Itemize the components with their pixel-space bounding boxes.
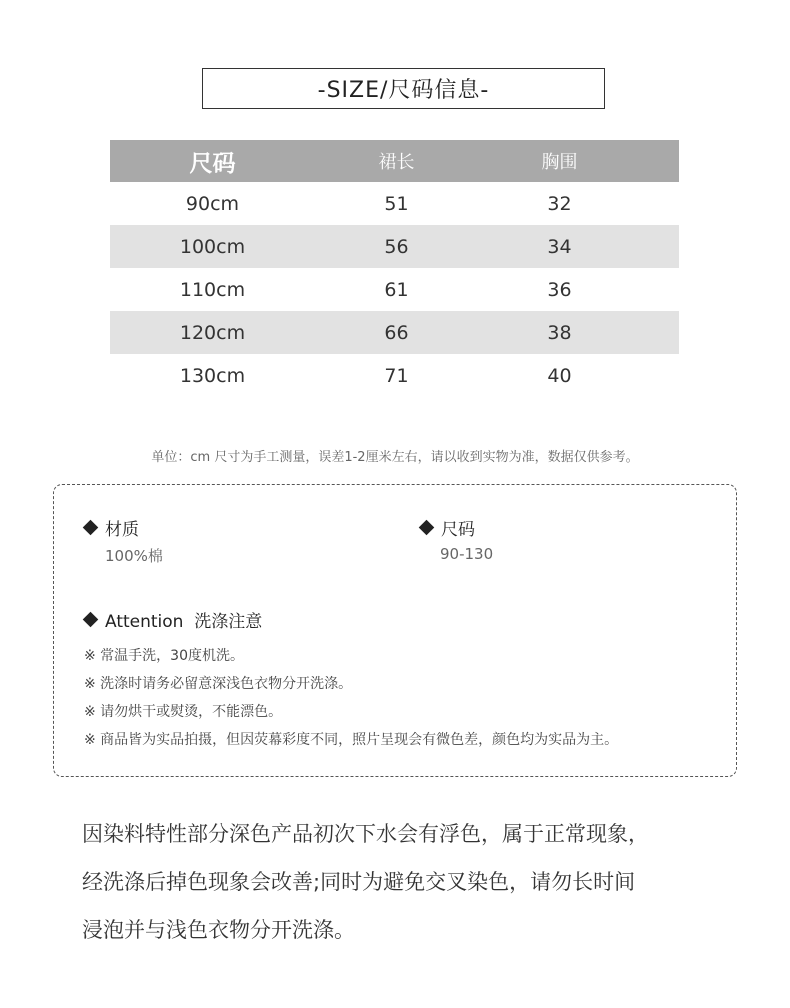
cell-chest: 38 [547, 321, 572, 344]
size-info-title-text: -SIZE/尺码信息- [317, 78, 490, 103]
header-size: 尺码 [189, 150, 236, 177]
size-table-header [110, 140, 679, 182]
header-chest: 胸围 [541, 152, 578, 173]
table-row [110, 268, 679, 311]
cell-skirt-length: 71 [384, 364, 409, 387]
diamond-icon [83, 520, 99, 536]
table-row [110, 182, 679, 225]
material-value: 100%棉 [105, 547, 163, 565]
care-item: ※ 洗涤时请务必留意深浅色衣物分开洗涤。 [84, 676, 353, 692]
header-skirt-length: 裙长 [378, 152, 415, 173]
dye-notice-line: 浸泡并与浅色衣物分开洗涤。 [82, 918, 355, 942]
cell-skirt-length: 61 [384, 278, 409, 301]
size-label: 尺码 [441, 520, 475, 540]
material-label: 材质 [105, 520, 139, 540]
care-item: ※ 常温手洗，30度机洗。 [84, 648, 244, 664]
dye-notice-line: 因染料特性部分深色产品初次下水会有浮色，属于正常现象， [82, 822, 649, 846]
cell-size: 130cm [179, 364, 246, 387]
size-info-title [202, 68, 605, 109]
size-value: 90-130 [440, 545, 494, 563]
cell-skirt-length: 56 [384, 235, 409, 258]
cell-size: 100cm [179, 235, 246, 258]
size-heading [418, 515, 475, 540]
cell-chest: 36 [547, 278, 572, 301]
table-row [110, 354, 679, 397]
material-heading [82, 515, 139, 540]
cell-size: 120cm [179, 321, 246, 344]
cell-chest: 32 [547, 192, 572, 215]
table-row [110, 225, 679, 268]
table-row [110, 311, 679, 354]
cell-chest: 34 [547, 235, 572, 258]
product-info-box [53, 484, 737, 777]
care-item: ※ 请勿烘干或熨烫，不能漂色。 [84, 704, 283, 720]
size-table [110, 140, 679, 397]
care-item: ※ 商品皆为实品拍摄，但因荧幕彩度不同，照片呈现会有微色差，颜色均为实品为主。 [84, 732, 619, 748]
care-label: Attention 洗涤注意 [105, 612, 263, 632]
cell-chest: 40 [547, 364, 572, 387]
cell-skirt-length: 66 [384, 321, 409, 344]
dye-notice-line: 经洗涤后掉色现象会改善;同时为避免交叉染色，请勿长时间 [82, 870, 636, 894]
measurement-note: 单位：cm 尺寸为手工测量，误差1-2厘米左右，请以收到实物为准，数据仅供参考。 [151, 450, 639, 465]
cell-size: 90cm [185, 192, 240, 215]
cell-size: 110cm [179, 278, 246, 301]
diamond-icon [83, 612, 99, 628]
diamond-icon [419, 520, 435, 536]
cell-skirt-length: 51 [384, 192, 409, 215]
care-heading [82, 607, 262, 632]
